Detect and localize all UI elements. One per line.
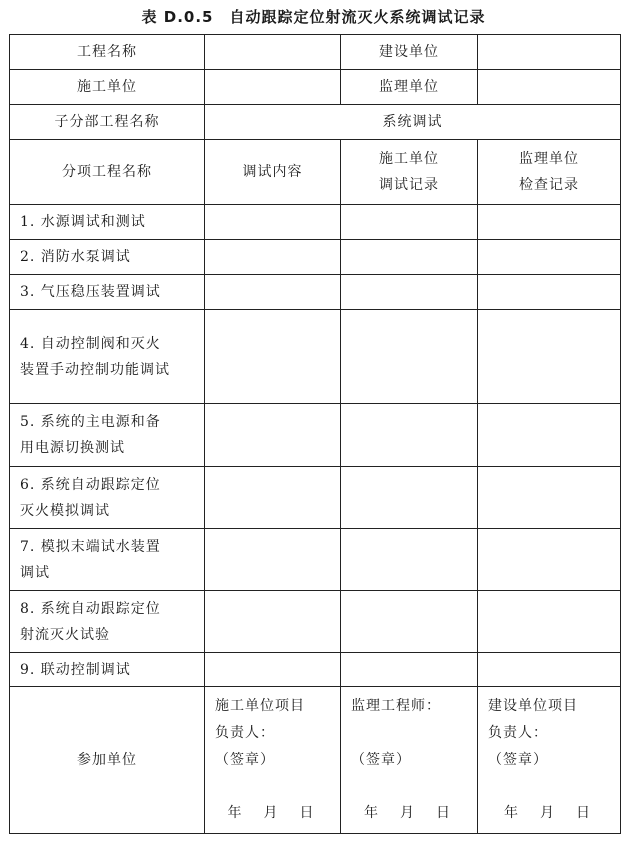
item-name bbox=[10, 240, 205, 275]
builder-record-cell[interactable] bbox=[341, 240, 478, 275]
content-cell[interactable] bbox=[205, 404, 341, 467]
item-name bbox=[10, 404, 205, 467]
content-cell[interactable] bbox=[205, 467, 341, 529]
commissioning-record-table bbox=[9, 34, 621, 834]
table-row bbox=[10, 275, 621, 310]
table-row bbox=[10, 591, 621, 653]
builder-record-cell[interactable] bbox=[341, 404, 478, 467]
participants-row bbox=[10, 687, 621, 834]
project-name-label: 工程名称 bbox=[10, 35, 205, 70]
supervisor-check-cell[interactable] bbox=[478, 653, 621, 687]
supervisor-check-cell[interactable] bbox=[478, 205, 621, 240]
table-title: 表 D.0.5 自动跟踪定位射流灭火系统调试记录 bbox=[141, 8, 486, 26]
table-row bbox=[10, 240, 621, 275]
item-name bbox=[10, 275, 205, 310]
supervisor-check-cell[interactable] bbox=[478, 591, 621, 653]
table-row bbox=[10, 205, 621, 240]
construction-unit-field[interactable] bbox=[478, 35, 621, 70]
item-name bbox=[10, 467, 205, 529]
column-header-row bbox=[10, 140, 621, 205]
item-name bbox=[10, 310, 205, 404]
builder-record-cell[interactable] bbox=[341, 310, 478, 404]
content-cell[interactable] bbox=[205, 310, 341, 404]
supervisor-check-cell[interactable] bbox=[478, 310, 621, 404]
content-header: 调试内容 bbox=[205, 140, 341, 205]
table-row bbox=[10, 653, 621, 687]
builder-record-cell[interactable] bbox=[341, 591, 478, 653]
item-name bbox=[10, 529, 205, 591]
supervisor-check-cell[interactable] bbox=[478, 275, 621, 310]
supervisor-check-header bbox=[478, 140, 621, 205]
row-sub-project bbox=[10, 105, 621, 140]
builder-field[interactable] bbox=[205, 70, 341, 105]
seal-text: （签章） bbox=[215, 752, 275, 768]
sign-date: 年 月 日 bbox=[504, 805, 594, 821]
builder-record-header bbox=[341, 140, 478, 205]
supervisor-check-header-line1: 监理单位 bbox=[519, 151, 579, 167]
owner-sign-line1: 建设单位项目 bbox=[488, 698, 578, 714]
builder-record-header-line1: 施工单位 bbox=[379, 151, 439, 167]
builder-record-header-line2: 调试记录 bbox=[379, 177, 439, 193]
table-row bbox=[10, 529, 621, 591]
builder-sign-line1: 施工单位项目 bbox=[215, 698, 305, 714]
construction-unit-label: 建设单位 bbox=[341, 35, 478, 70]
supervisor-check-header-line2: 检查记录 bbox=[519, 177, 579, 193]
table-row bbox=[10, 310, 621, 404]
builder-sign-line2: 负责人： bbox=[215, 725, 275, 741]
item-name-line1: 3. 气压稳压装置调试 bbox=[20, 284, 161, 300]
item-name-line2: 调试 bbox=[20, 564, 50, 581]
item-name-line1: 5. 系统的主电源和备 bbox=[20, 414, 161, 430]
item-name-line2: 用电源切换测试 bbox=[20, 440, 125, 456]
supervisor-check-cell[interactable] bbox=[478, 240, 621, 275]
content-cell[interactable] bbox=[205, 529, 341, 591]
supervisor-check-cell[interactable] bbox=[478, 529, 621, 591]
item-name-line1: 2. 消防水泵调试 bbox=[20, 249, 131, 265]
sign-date: 年 月 日 bbox=[227, 805, 318, 821]
item-name-line2: 射流灭火试验 bbox=[20, 626, 110, 643]
supervisor-sign-line1: 监理工程师： bbox=[351, 698, 441, 714]
item-name-line1: 6. 系统自动跟踪定位 bbox=[20, 476, 161, 493]
item-name-line2: 装置手动控制功能调试 bbox=[20, 361, 170, 378]
item-name-line1: 8. 系统自动跟踪定位 bbox=[20, 600, 161, 617]
item-name bbox=[10, 653, 205, 687]
builder-label: 施工单位 bbox=[10, 70, 205, 105]
content-cell[interactable] bbox=[205, 591, 341, 653]
item-name-line1: 7. 模拟末端试水装置 bbox=[20, 538, 161, 555]
supervisor-check-cell[interactable] bbox=[478, 467, 621, 529]
builder-signature-cell[interactable] bbox=[205, 687, 341, 834]
table-row bbox=[10, 404, 621, 467]
item-name-line1: 1. 水源调试和测试 bbox=[20, 214, 146, 230]
sub-project-label: 子分部工程名称 bbox=[10, 105, 205, 140]
content-cell[interactable] bbox=[205, 205, 341, 240]
owner-signature-cell[interactable] bbox=[478, 687, 621, 834]
builder-record-cell[interactable] bbox=[341, 275, 478, 310]
item-name-line2: 灭火模拟调试 bbox=[20, 502, 110, 519]
builder-record-cell[interactable] bbox=[341, 653, 478, 687]
row-builder bbox=[10, 70, 621, 105]
seal-text: （签章） bbox=[351, 752, 411, 768]
builder-record-cell[interactable] bbox=[341, 467, 478, 529]
supervision-unit-field[interactable] bbox=[478, 70, 621, 105]
table-row bbox=[10, 467, 621, 529]
owner-sign-line2: 负责人： bbox=[488, 725, 548, 741]
item-name-header: 分项工程名称 bbox=[10, 140, 205, 205]
content-cell[interactable] bbox=[205, 275, 341, 310]
supervision-unit-label: 监理单位 bbox=[341, 70, 478, 105]
item-name-line1: 9. 联动控制调试 bbox=[20, 661, 131, 678]
seal-text: （签章） bbox=[488, 752, 548, 768]
item-name bbox=[10, 591, 205, 653]
content-cell[interactable] bbox=[205, 240, 341, 275]
item-name bbox=[10, 205, 205, 240]
supervisor-check-cell[interactable] bbox=[478, 404, 621, 467]
row-project-name bbox=[10, 35, 621, 70]
participants-label: 参加单位 bbox=[10, 687, 205, 834]
builder-record-cell[interactable] bbox=[341, 529, 478, 591]
builder-record-cell[interactable] bbox=[341, 205, 478, 240]
project-name-field[interactable] bbox=[205, 35, 341, 70]
item-name-line1: 4. 自动控制阀和灭火 bbox=[20, 335, 161, 352]
sub-project-value: 系统调试 bbox=[205, 105, 621, 140]
content-cell[interactable] bbox=[205, 653, 341, 687]
supervisor-signature-cell[interactable] bbox=[341, 687, 478, 834]
sign-date: 年 月 日 bbox=[364, 805, 454, 821]
